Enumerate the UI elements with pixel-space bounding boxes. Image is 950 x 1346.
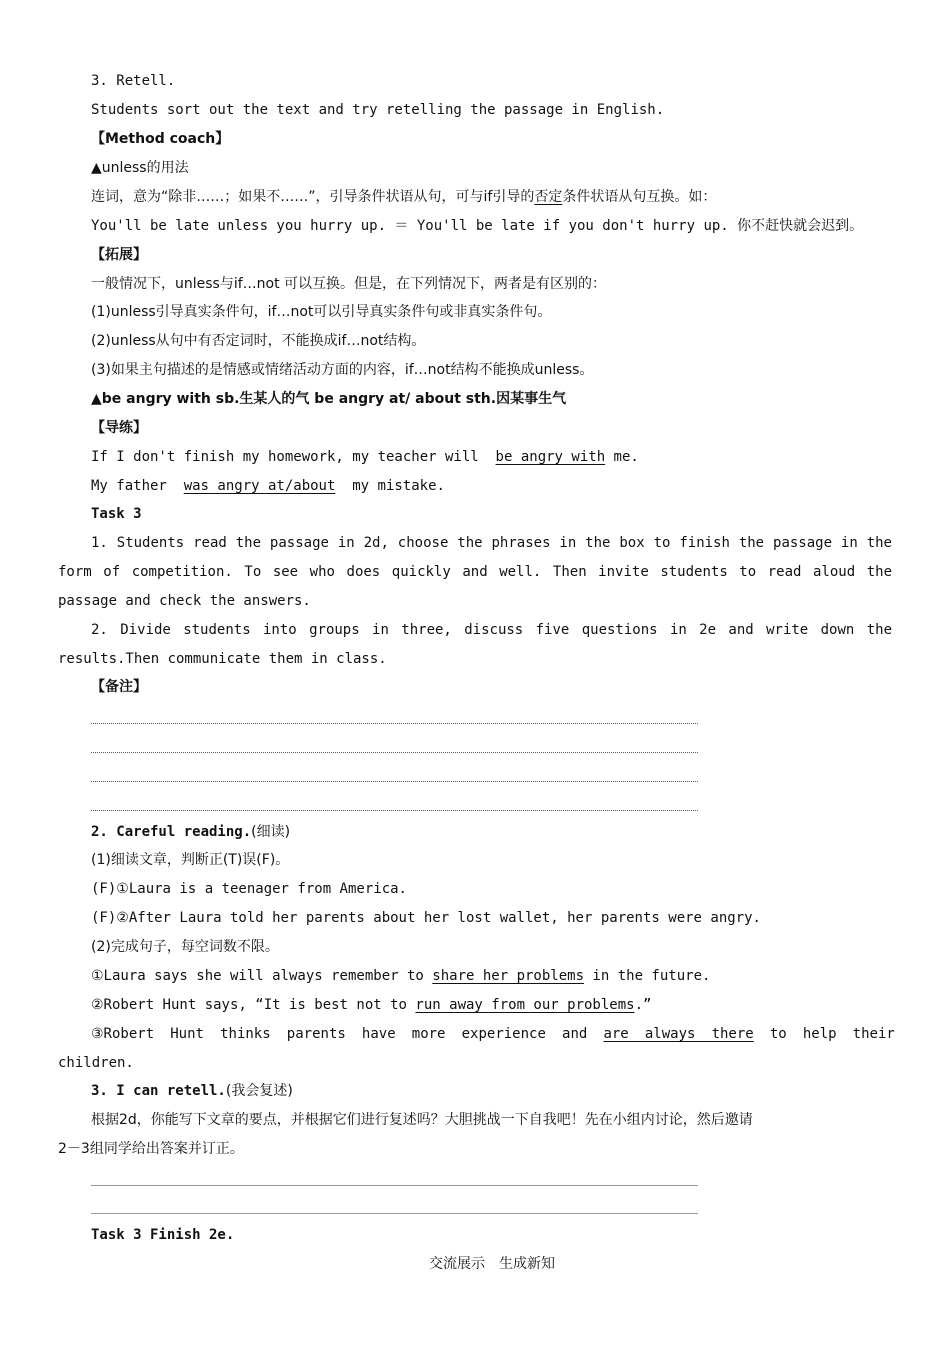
sentence-text-end: me. [605,449,639,465]
task3-finish-heading: Task 3 Finish 2e. [91,1227,235,1243]
sentence-text: ③Robert Hunt thinks parents have more experience and [91,1026,604,1042]
be-angry-title: ▲be angry with sb.生某人的气 be angry at/ about sth.因某事生气 [91,391,567,407]
sentence-text-end: .” [634,997,652,1013]
heading-cn-text: (细读) [251,824,291,840]
retell-heading: 3. Retell. [91,73,176,89]
practice-heading: 【导练】 [91,420,147,436]
unless-usage-title: ▲unless的用法 [91,160,189,176]
task3-item2-line2: results.Then communicate them in class. [58,651,387,667]
true-false-item-2: (F)②After Laura told her parents about her lost wallet, her parents were angry. [91,910,761,926]
definition-text: 连词，意为“除非……；如果不……”，引导条件状语从句，可与if引导的 [91,189,535,205]
notes-line [91,752,698,753]
careful-reading-heading [91,818,892,847]
completion-item-3 [91,1020,895,1049]
task3-item1-line1: 1. Students read the passage in 2d, choose the phrases in the box to finish the passage in the [91,535,892,551]
careful-reading-part1: (1)细读文章，判断正(T)误(F)。 [91,852,290,868]
i-can-retell-text-1: 根据2d，你能写下文章的要点，并根据它们进行复述吗？大胆挑战一下自我吧！先在小组内讨论，然后邀请 [91,1112,753,1128]
true-false-item-1: (F)①Laura is a teenager from America. [91,881,407,897]
completion-item-3-cont: children. [58,1055,134,1071]
answer-blank: be angry with [495,449,606,465]
answer-line [91,1185,698,1186]
extension-point-3: (3)如果主句描述的是情感或情绪活动方面的内容，if…not结构不能换成unless。 [91,362,594,378]
answer-blank: share her problems [432,968,584,984]
unless-definition [91,183,892,212]
sentence-text: My father [91,478,176,494]
notes-heading: 【备注】 [91,679,147,695]
heading-text: 3. I can retell. [91,1083,226,1099]
extension-point-1: (1)unless引导真实条件句，if…not可以引导真实条件句或非真实条件句。 [91,304,552,320]
completion-item-2 [91,991,892,1020]
section-footer-title: 交流展示 生成新知 [429,1256,555,1272]
extension-heading: 【拓展】 [91,247,147,263]
task3-heading: Task 3 [91,506,142,522]
answer-blank: run away from our problems [415,997,635,1013]
unless-example: You'll be late unless you hurry up. ＝ You'll be late if you don't hurry up. 你不赶快就会迟到。 [91,218,864,234]
notes-line [91,723,698,724]
extension-intro: 一般情况下，unless与if…not 可以互换。但是，在下列情况下，两者是有区别的： [91,276,607,292]
definition-underlined-word: 否定 [534,189,563,205]
answer-line [91,1213,698,1214]
notes-line [91,781,698,782]
sentence-text: ②Robert Hunt says, “It is best not to [91,997,416,1013]
method-coach-heading: 【Method coach】 [91,131,230,147]
heading-text: 2. Careful reading. [91,824,252,840]
sentence-text: ①Laura says she will always remember to [91,968,433,984]
completion-item-1 [91,962,892,991]
definition-text-end: 条件状语从句互换。如： [562,189,717,205]
i-can-retell-heading [91,1077,892,1106]
practice-sentence-2 [91,472,892,501]
sentence-text-end: my mistake. [343,478,445,494]
answer-blank: are always there [603,1026,754,1042]
notes-line [91,810,698,811]
i-can-retell-text-2: 2－3组同学给出答案并订正。 [58,1141,244,1157]
task3-item1-line3: passage and check the answers. [58,593,311,609]
careful-reading-part2: (2)完成句子，每空词数不限。 [91,939,279,955]
extension-point-2: (2)unless从句中有否定词时，不能换成if…not结构。 [91,333,426,349]
retell-instruction: Students sort out the text and try retelling the passage in English. [91,102,665,118]
practice-sentence-1 [91,443,892,472]
task3-item1-line2: form of competition. To see who does quickly and well. Then invite students to read aloud the [58,564,892,580]
sentence-text-end: in the future. [584,968,711,984]
sentence-text: If I don't finish my homework, my teacher will [91,449,488,465]
task3-item2-line1: 2. Divide students into groups in three, discuss five questions in 2e and write down the [91,622,892,638]
sentence-text-end: to help their [753,1026,895,1042]
answer-blank: was angry at/about [183,478,336,494]
heading-cn-text: (我会复述) [225,1083,293,1099]
